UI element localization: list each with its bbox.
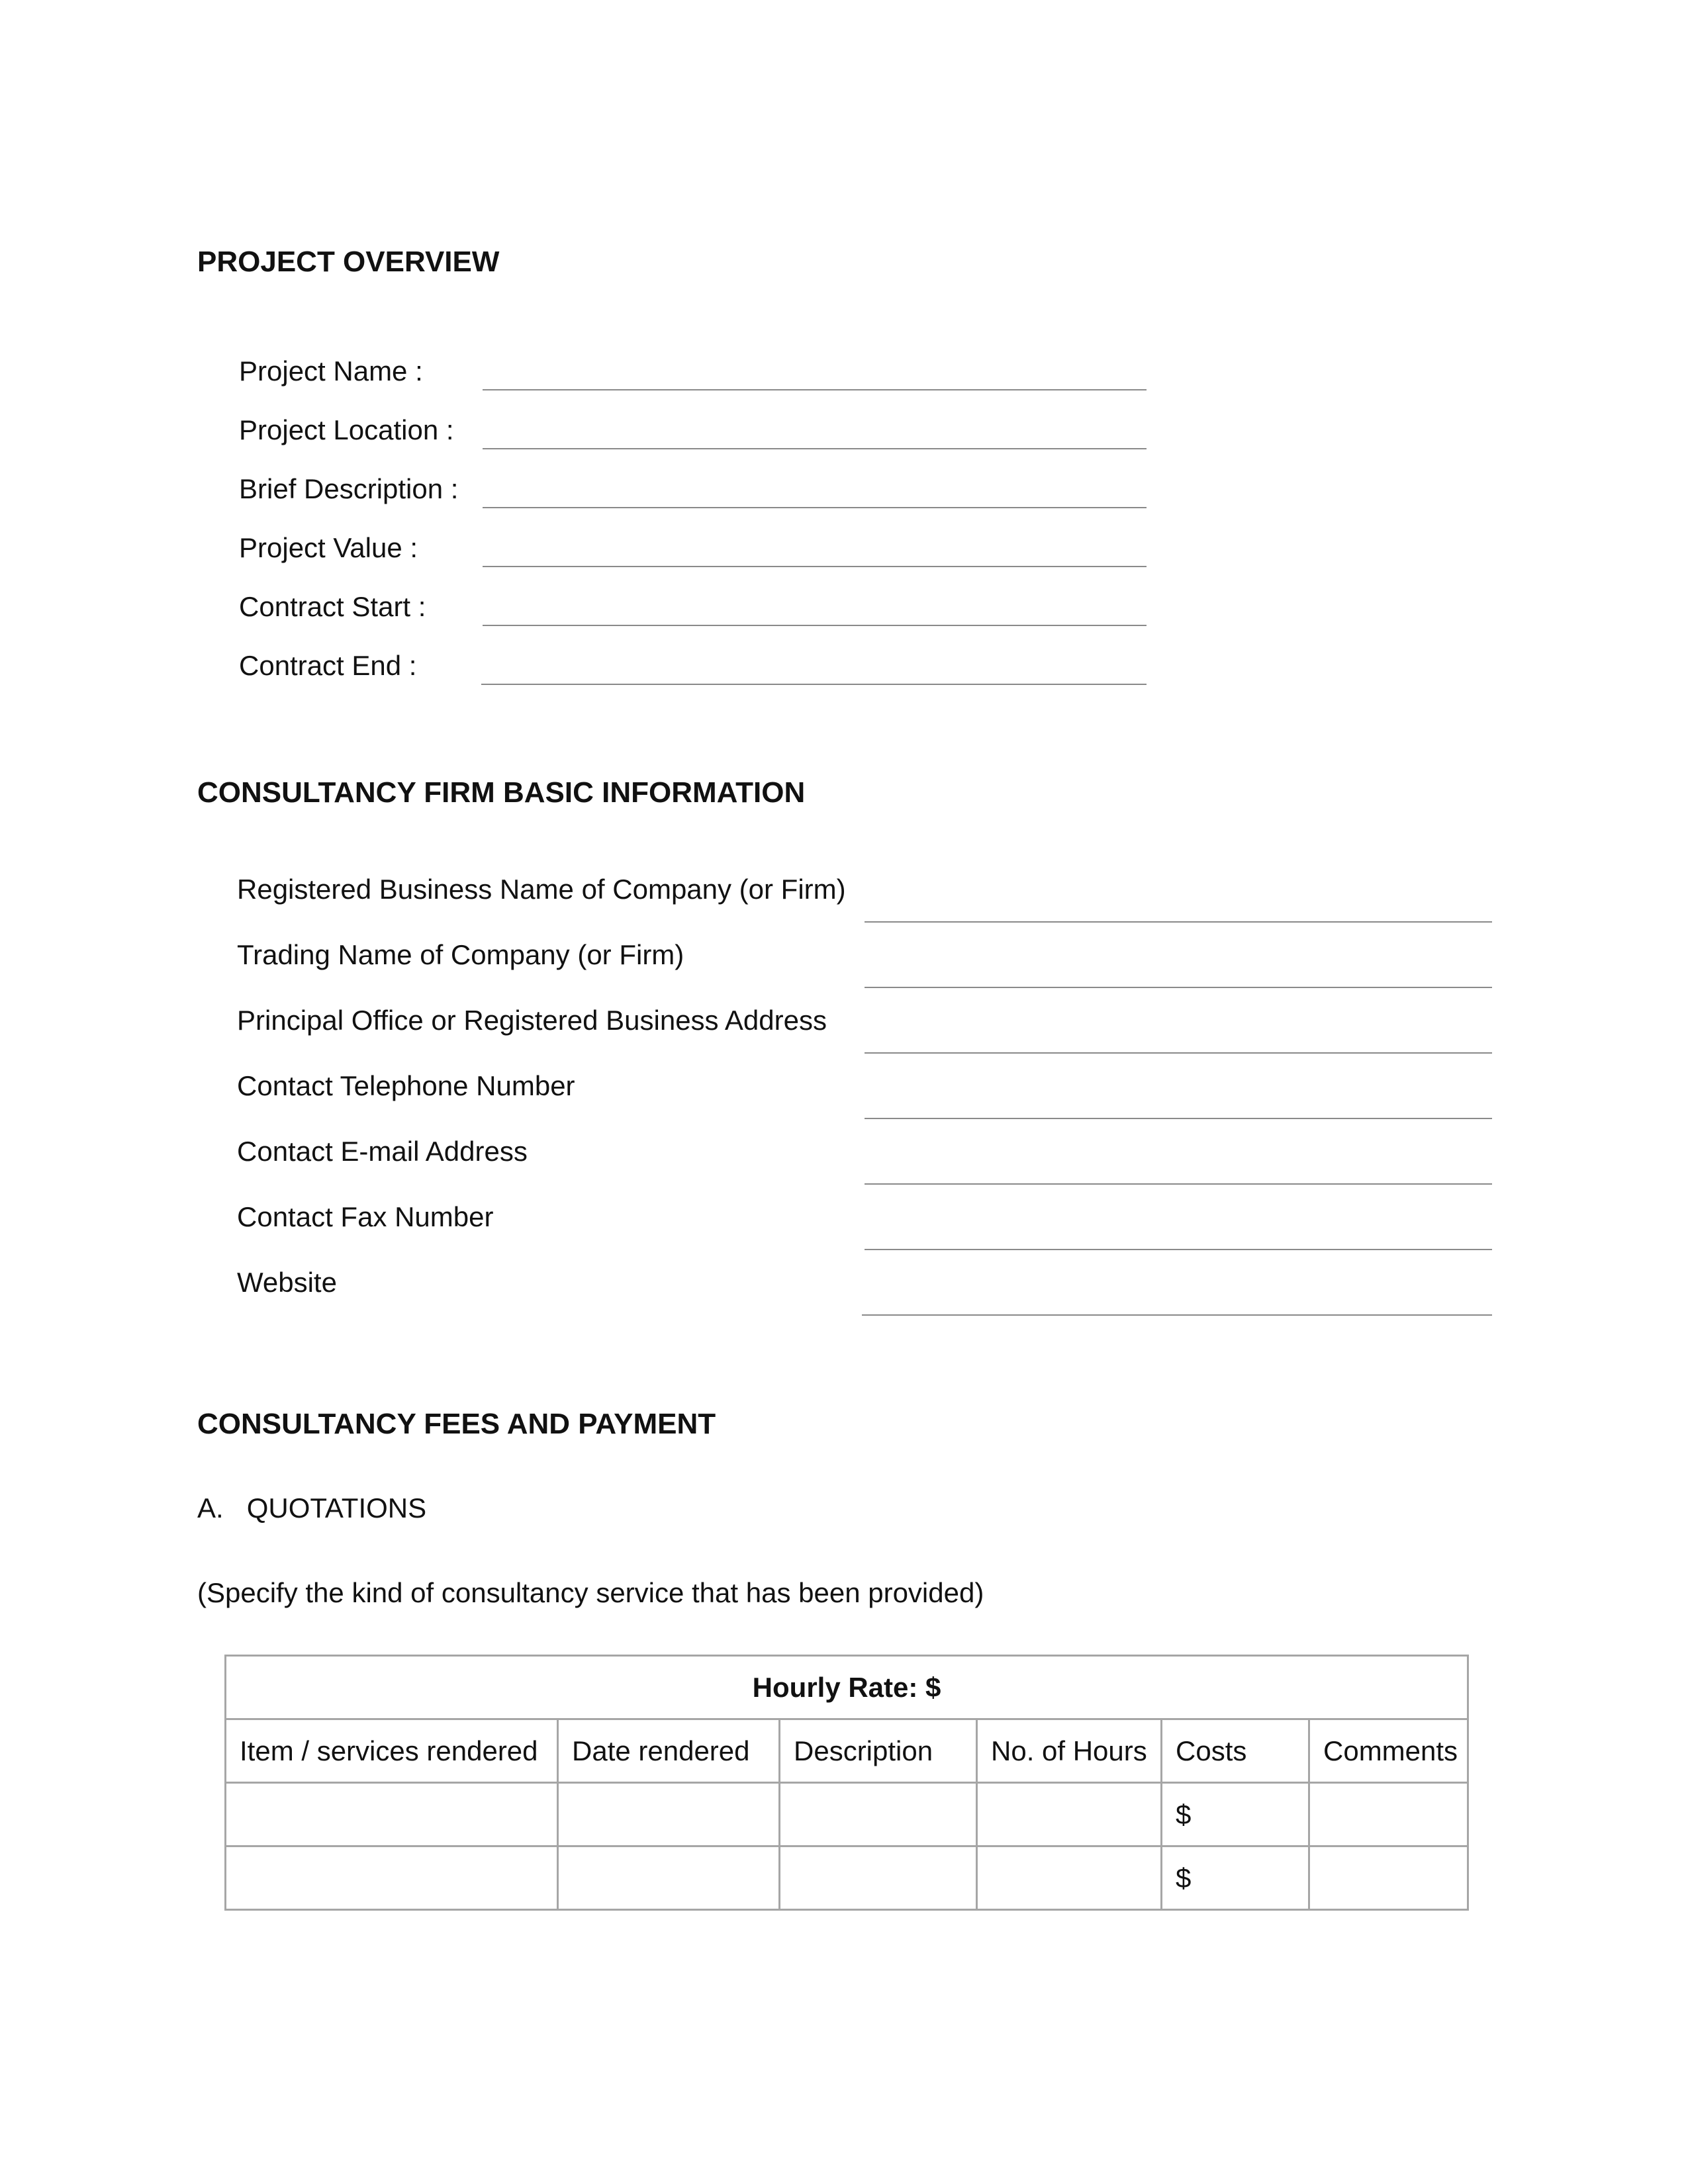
table-row: [226, 1783, 1468, 1846]
trading-name-label: Trading Name of Company (or Firm): [237, 939, 684, 970]
email-label: Contact E-mail Address: [237, 1136, 528, 1167]
telephone-label: Contact Telephone Number: [237, 1070, 575, 1101]
website-field[interactable]: [862, 1314, 1492, 1316]
hourly-rate-row: [226, 1656, 1468, 1719]
business-address-field[interactable]: [865, 1052, 1492, 1054]
column-header-costs: Costs: [1162, 1719, 1309, 1783]
brief-description-field[interactable]: [483, 507, 1147, 508]
fees-heading: CONSULTANCY FEES AND PAYMENT: [197, 1408, 716, 1440]
contract-end-field[interactable]: [481, 684, 1147, 685]
fax-field[interactable]: [865, 1249, 1492, 1250]
fax-label: Contact Fax Number: [237, 1201, 494, 1232]
quotations-table: [224, 1655, 1469, 1911]
hours-cell[interactable]: [977, 1846, 1162, 1910]
website-label: Website: [237, 1267, 337, 1298]
business-address-label: Principal Office or Registered Business Address: [237, 1005, 827, 1036]
quotations-subheading: A. QUOTATIONS: [197, 1492, 427, 1524]
costs-cell[interactable]: $: [1162, 1783, 1309, 1846]
project-value-field[interactable]: [483, 566, 1147, 567]
project-name-field[interactable]: [483, 389, 1147, 390]
project-name-label: Project Name :: [239, 355, 423, 387]
date-cell[interactable]: [558, 1783, 780, 1846]
registered-business-name-field[interactable]: [865, 921, 1492, 923]
brief-description-label: Brief Description :: [239, 473, 459, 504]
telephone-field[interactable]: [865, 1118, 1492, 1119]
contract-end-label: Contract End :: [239, 650, 417, 681]
column-header-description: Description: [780, 1719, 977, 1783]
description-cell[interactable]: [780, 1846, 977, 1910]
quotations-instruction: (Specify the kind of consultancy service that has been provided): [197, 1577, 984, 1608]
contract-start-label: Contract Start :: [239, 591, 426, 622]
comments-cell[interactable]: [1309, 1846, 1468, 1910]
item-cell[interactable]: [226, 1783, 558, 1846]
project-location-field[interactable]: [483, 448, 1147, 449]
project-value-label: Project Value :: [239, 532, 418, 563]
email-field[interactable]: [865, 1183, 1492, 1185]
date-cell[interactable]: [558, 1846, 780, 1910]
contract-start-field[interactable]: [483, 625, 1147, 626]
firm-info-heading: CONSULTANCY FIRM BASIC INFORMATION: [197, 776, 806, 809]
comments-cell[interactable]: [1309, 1783, 1468, 1846]
registered-business-name-label: Registered Business Name of Company (or Firm): [237, 874, 846, 905]
trading-name-field[interactable]: [865, 987, 1492, 988]
project-location-label: Project Location :: [239, 414, 454, 445]
table-header-row: [226, 1719, 1468, 1783]
hourly-rate-cell[interactable]: Hourly Rate: $: [226, 1656, 1468, 1719]
project-overview-heading: PROJECT OVERVIEW: [197, 246, 500, 278]
item-cell[interactable]: [226, 1846, 558, 1910]
column-header-item: Item / services rendered: [226, 1719, 558, 1783]
column-header-comments: Comments: [1309, 1719, 1468, 1783]
column-header-hours: No. of Hours: [977, 1719, 1162, 1783]
description-cell[interactable]: [780, 1783, 977, 1846]
costs-cell[interactable]: $: [1162, 1846, 1309, 1910]
hours-cell[interactable]: [977, 1783, 1162, 1846]
column-header-date: Date rendered: [558, 1719, 780, 1783]
table-row: [226, 1846, 1468, 1910]
